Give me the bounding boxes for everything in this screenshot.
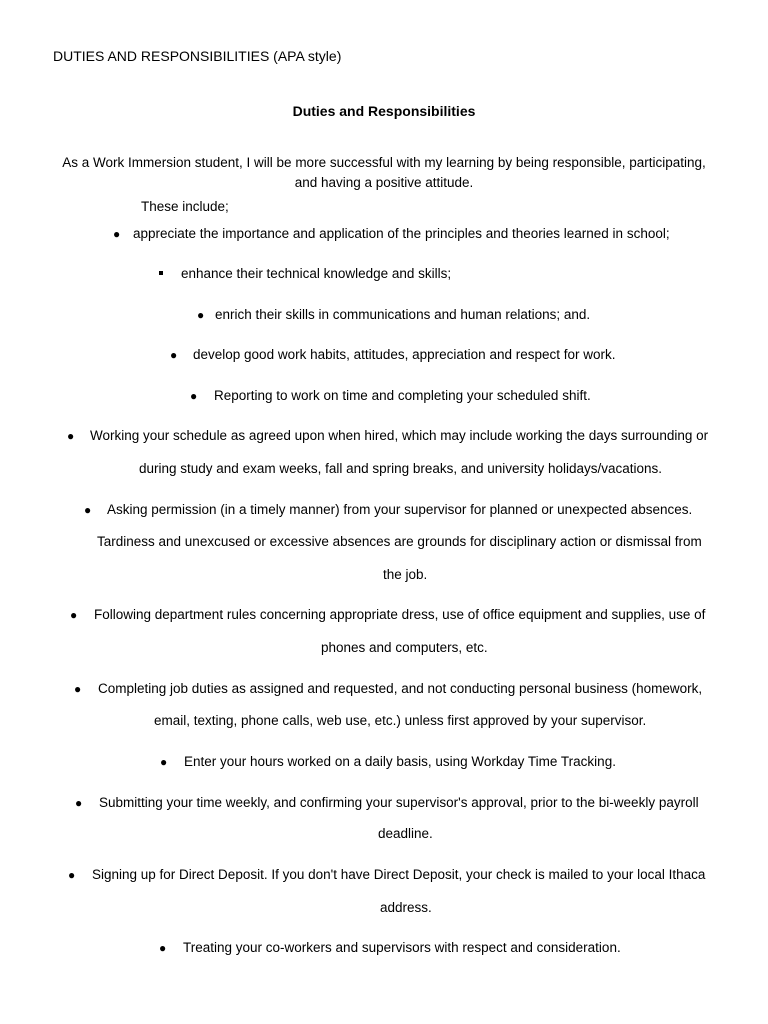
bullet-disc-icon: ●: [68, 868, 76, 882]
list-item-text: Treating your co-workers and supervisors with respect and consideration.: [183, 940, 621, 955]
list-item-text: during study and exam weeks, fall and spring breaks, and university holidays/vacations.: [139, 461, 663, 476]
list-item-text: enhance their technical knowledge and skills;: [181, 266, 452, 281]
bullet-disc-icon: ●: [197, 308, 205, 322]
list-item-text: phones and computers, etc.: [321, 640, 488, 655]
bullet-disc-icon: ●: [170, 348, 178, 362]
bullet-disc-icon: ●: [67, 429, 75, 443]
list-item-text: Following department rules concerning appropriate dress, use of office equipment and supplies, use of: [94, 607, 706, 622]
bullet-disc-icon: ●: [190, 389, 198, 403]
bullet-disc-icon: ●: [70, 608, 78, 622]
list-item-text: address.: [380, 900, 432, 915]
document-header: DUTIES AND RESPONSIBILITIES (APA style): [53, 48, 342, 64]
list-item-text: Working your schedule as agreed upon when hired, which may include working the days surrounding or: [90, 428, 709, 443]
list-item-text: Tardiness and unexcused or excessive absences are grounds for disciplinary action or dismissal from: [97, 534, 702, 549]
list-item-text: the job.: [383, 567, 428, 582]
intro-line-1: As a Work Immersion student, I will be more successful with my learning by being responsible, participating,: [62, 155, 706, 170]
list-item-text: Signing up for Direct Deposit. If you don't have Direct Deposit, your check is mailed to your local Ithaca: [92, 867, 706, 882]
bullet-square-icon: [159, 271, 163, 275]
document-title: Duties and Responsibilities: [292, 103, 476, 119]
list-item-text: Asking permission (in a timely manner) from your supervisor for planned or unexpected absences.: [107, 502, 693, 517]
these-include-label: These include;: [141, 199, 229, 214]
list-item-text: email, texting, phone calls, web use, etc.) unless first approved by your supervisor.: [154, 713, 647, 728]
bullet-disc-icon: ●: [74, 682, 82, 696]
list-item-text: Completing job duties as assigned and requested, and not conducting personal business (homework,: [98, 681, 703, 696]
bullet-disc-icon: ●: [160, 755, 168, 769]
list-item-text: Reporting to work on time and completing your scheduled shift.: [214, 388, 591, 403]
list-item-text: deadline.: [378, 826, 433, 841]
bullet-disc-icon: ●: [75, 796, 83, 810]
bullet-disc-icon: ●: [159, 941, 167, 955]
list-item-text: Submitting your time weekly, and confirming your supervisor's approval, prior to the bi-weekly payroll: [99, 795, 699, 810]
bullet-disc-icon: ●: [113, 227, 121, 241]
list-item-text: appreciate the importance and application of the principles and theories learned in school;: [133, 226, 670, 241]
intro-line-2: and having a positive attitude.: [294, 175, 474, 190]
bullet-disc-icon: ●: [84, 503, 92, 517]
list-item-text: develop good work habits, attitudes, appreciation and respect for work.: [193, 347, 616, 362]
list-item-text: Enter your hours worked on a daily basis, using Workday Time Tracking.: [184, 754, 616, 769]
list-item-text: enrich their skills in communications and human relations; and.: [215, 307, 591, 322]
